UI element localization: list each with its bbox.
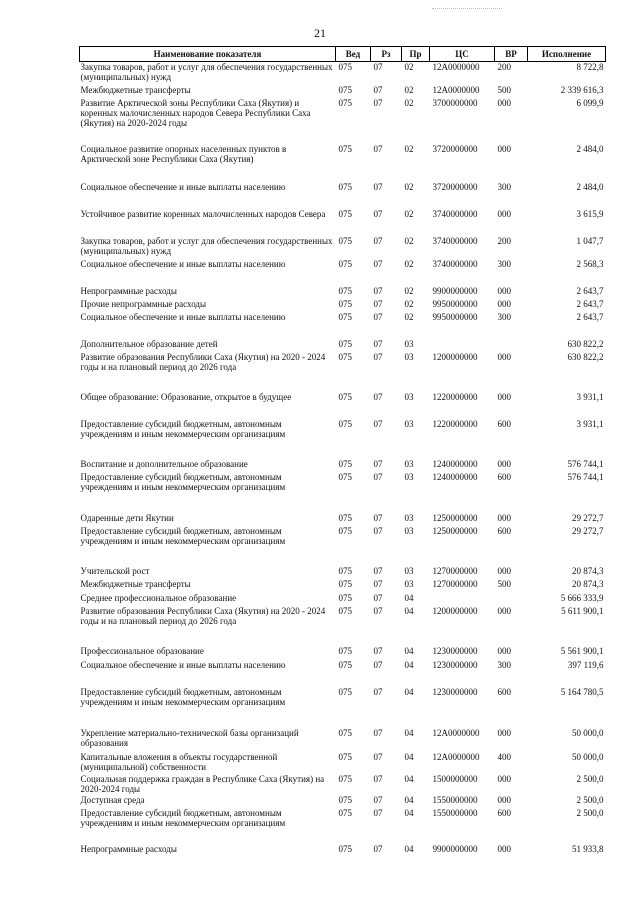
row-ved: 075: [338, 645, 352, 656]
row-name: Непрограммные расходы: [80, 285, 177, 296]
header-ved: Вед: [336, 47, 371, 62]
row-cs: 9900000000: [432, 843, 478, 854]
row-rz: 07: [373, 338, 383, 349]
row-vr: 000: [497, 458, 511, 469]
row-ved: 075: [338, 311, 352, 322]
row-exec: 630 822,2: [567, 338, 604, 349]
row-cs: 12А0000000: [432, 62, 480, 72]
row-exec: 630 822,2: [567, 351, 604, 362]
row-cs: 1270000000: [432, 565, 478, 576]
row-ved: 075: [338, 592, 352, 603]
row-vr: 300: [497, 258, 511, 269]
row-exec: 5 561 900,1: [560, 645, 604, 656]
row-vr: 000: [497, 143, 511, 154]
row-vr: 000: [497, 351, 511, 362]
row-vr: 600: [497, 686, 511, 697]
row-name: Учительской рост: [80, 565, 150, 576]
row-rz: 07: [373, 208, 383, 219]
row-ved: 075: [338, 351, 352, 362]
row-exec: 2 643,7: [576, 298, 604, 309]
table-row: [80, 728, 606, 752]
row-name: Среднее профессиональное образование: [80, 592, 237, 603]
row-pr: 03: [404, 458, 414, 469]
row-exec: 20 874,3: [572, 578, 604, 589]
row-exec: 2 643,7: [576, 285, 604, 296]
row-rz: 07: [373, 843, 383, 854]
row-exec: 3 931,1: [576, 391, 604, 402]
row-pr: 03: [404, 338, 414, 349]
row-ved: 075: [338, 605, 352, 616]
row-vr: 000: [497, 727, 511, 738]
row-cs: 9950000000: [432, 311, 478, 322]
row-exec: 51 933,8: [572, 843, 604, 854]
header-name: Наименование показателя: [80, 47, 336, 62]
row-cs: 9950000000: [432, 298, 478, 309]
row-rz: 07: [373, 686, 383, 697]
row-exec: 3 615,9: [576, 208, 604, 219]
row-exec: 2 484,0: [576, 181, 604, 192]
row-pr: 03: [404, 565, 414, 576]
table-row: [80, 660, 606, 687]
row-vr: 000: [497, 391, 511, 402]
row-vr: 000: [497, 97, 511, 108]
row-ved: 075: [338, 843, 352, 854]
row-exec: 50 000,0: [572, 751, 604, 762]
row-rz: 07: [373, 751, 383, 762]
row-vr: 200: [497, 235, 511, 246]
row-cs: 1240000000: [432, 458, 478, 469]
table-row: [80, 352, 606, 392]
row-cs: 1550000000: [432, 807, 478, 818]
row-pr: 04: [404, 807, 414, 818]
row-pr: 04: [404, 659, 414, 670]
row-name: Межбюджетные трансферты: [80, 578, 191, 589]
row-ved: 075: [338, 578, 352, 589]
row-exec: 576 744,1: [567, 471, 604, 482]
row-cs: 1250000000: [432, 512, 478, 523]
table-row: [80, 182, 606, 209]
row-exec: 2 568,3: [576, 258, 604, 269]
row-pr: 02: [404, 84, 414, 95]
row-rz: 07: [373, 311, 383, 322]
row-exec: 2 484,0: [576, 143, 604, 154]
row-pr: 03: [404, 512, 414, 523]
row-ved: 075: [338, 807, 352, 818]
row-name: Социальное обеспечение и иные выплаты населению: [80, 258, 286, 269]
table-row: [80, 144, 606, 182]
row-exec: 576 744,1: [567, 458, 604, 469]
row-rz: 07: [373, 458, 383, 469]
row-rz: 07: [373, 97, 383, 108]
row-ved: 075: [338, 285, 352, 296]
row-pr: 03: [404, 351, 414, 362]
row-ved: 075: [338, 258, 352, 269]
row-exec: 1 047,7: [576, 235, 604, 246]
row-vr: 300: [497, 181, 511, 192]
row-pr: 02: [404, 97, 414, 108]
row-name: Социальное развитие опорных населенных пунктов в Арктической зоне Республики Саха (Якутия): [80, 143, 287, 164]
header-pr: Пр: [402, 47, 430, 62]
row-cs: [430, 593, 495, 606]
row-rz: 07: [373, 181, 383, 192]
row-vr: 600: [497, 525, 511, 536]
row-name: Общее образование: Образование, открытое в будущее: [80, 391, 292, 402]
row-name: Доступная среда: [80, 794, 145, 805]
row-exec: 3 931,1: [576, 418, 604, 429]
row-pr: 04: [404, 592, 414, 603]
table-row: [80, 774, 606, 795]
table-row: [80, 593, 606, 606]
row-vr: [495, 339, 528, 352]
table-row: [80, 209, 606, 236]
row-cs: 1230000000: [432, 659, 478, 670]
table-row: [80, 98, 606, 144]
row-cs: 1270000000: [432, 578, 478, 589]
table-row: [80, 392, 606, 419]
table-row: [80, 312, 606, 339]
row-rz: 07: [373, 143, 383, 154]
row-ved: 075: [338, 512, 352, 523]
table-header-row: [80, 47, 606, 62]
row-rz: 07: [373, 773, 383, 784]
row-name: Развитие образования Республики Саха (Якутия) на 2020 - 2024 годы и на плановый период до 2026 года: [80, 351, 326, 372]
row-vr: 300: [497, 659, 511, 670]
row-rz: 07: [373, 645, 383, 656]
row-pr: 03: [404, 418, 414, 429]
row-rz: 07: [373, 351, 383, 362]
row-rz: 07: [373, 727, 383, 738]
row-cs: 1220000000: [432, 391, 478, 402]
table-row: [80, 286, 606, 299]
row-cs: 1220000000: [432, 418, 478, 429]
table-body: [80, 62, 606, 864]
row-cs: 1200000000: [432, 351, 478, 362]
row-pr: 04: [404, 645, 414, 656]
table-row: [80, 472, 606, 513]
row-vr: 600: [497, 807, 511, 818]
row-pr: 04: [404, 686, 414, 697]
row-pr: 02: [404, 285, 414, 296]
row-rz: 07: [373, 592, 383, 603]
row-pr: 04: [404, 727, 414, 738]
row-exec: 2 643,7: [576, 311, 604, 322]
table-row: [80, 459, 606, 472]
row-pr: 04: [404, 751, 414, 762]
header-cs: ЦС: [430, 47, 495, 62]
page-number: 21: [314, 26, 326, 40]
row-cs: 12А0000000: [432, 727, 480, 738]
budget-table: [79, 46, 606, 864]
row-vr: 500: [497, 84, 511, 95]
row-ved: 075: [338, 97, 352, 108]
row-vr: 400: [497, 751, 511, 762]
row-rz: 07: [373, 391, 383, 402]
row-pr: 02: [404, 311, 414, 322]
row-rz: 07: [373, 62, 383, 72]
row-pr: 03: [404, 525, 414, 536]
row-name: Предоставление субсидий бюджетным, автономным учреждениям и иным некоммерческим организациям: [80, 525, 286, 546]
row-exec: 397 119,6: [567, 659, 604, 670]
table-row: [80, 259, 606, 286]
row-ved: 075: [338, 565, 352, 576]
header-rz: Рз: [371, 47, 402, 62]
row-ved: 075: [338, 794, 352, 805]
row-rz: 07: [373, 235, 383, 246]
row-exec: 20 874,3: [572, 565, 604, 576]
row-ved: 075: [338, 525, 352, 536]
table-row: [80, 606, 606, 646]
table-row: [80, 579, 606, 593]
row-ved: 075: [338, 298, 352, 309]
row-name: Развитие Арктической зоны Республики Саха (Якутия) и коренных малочисленных народов Севера Республики Саха (Якутия) на 2020-2024 годы: [80, 97, 311, 128]
row-exec: 2 500,0: [576, 807, 604, 818]
table-row: [80, 513, 606, 526]
row-cs: 1230000000: [432, 686, 478, 697]
row-cs: 9900000000: [432, 285, 478, 296]
row-vr: 500: [497, 578, 511, 589]
row-exec: 5 611 900,1: [561, 605, 604, 616]
table-row: [80, 85, 606, 98]
table-row: [80, 339, 606, 352]
row-rz: 07: [373, 659, 383, 670]
row-name: Межбюджетные трансферты: [80, 84, 191, 95]
row-pr: 03: [404, 391, 414, 402]
row-exec: 6 099,9: [576, 97, 604, 108]
row-cs: 3720000000: [432, 181, 478, 192]
row-ved: 075: [338, 235, 352, 246]
row-vr: 000: [497, 208, 511, 219]
row-pr: 03: [404, 578, 414, 589]
row-ved: 075: [338, 143, 352, 154]
row-name: Прочие непрограммные расходы: [80, 298, 207, 309]
table-row: [80, 526, 606, 566]
row-vr: 000: [497, 512, 511, 523]
row-rz: 07: [373, 258, 383, 269]
row-name: Предоставление субсидий бюджетным, автономным учреждениям и иным некоммерческим организациям: [80, 471, 286, 492]
row-exec: 2 339 616,3: [560, 84, 604, 95]
row-cs: 1200000000: [432, 605, 478, 616]
row-name: Закупка товаров, работ и услуг для обеспечения государственных (муниципальных) нужд: [80, 235, 333, 256]
row-pr: 02: [404, 143, 414, 154]
header-exec: Исполнение: [528, 47, 606, 62]
row-rz: 07: [373, 605, 383, 616]
row-exec: 29 272,7: [572, 512, 604, 523]
row-vr: 600: [497, 418, 511, 429]
row-name: Воспитание и дополнительное образование: [80, 458, 248, 469]
row-pr: 02: [404, 62, 414, 72]
row-cs: 3700000000: [432, 97, 478, 108]
row-rz: 07: [373, 298, 383, 309]
row-cs: 1500000000: [432, 773, 478, 784]
table-row: [80, 795, 606, 808]
row-exec: 8 722,8: [576, 62, 604, 72]
row-rz: 07: [373, 84, 383, 95]
row-ved: 075: [338, 659, 352, 670]
row-vr: 000: [497, 285, 511, 296]
row-vr: 000: [497, 298, 511, 309]
row-ved: 075: [338, 62, 352, 72]
row-vr: 000: [497, 843, 511, 854]
row-cs: [430, 339, 495, 352]
row-vr: 000: [497, 773, 511, 784]
row-ved: 075: [338, 391, 352, 402]
row-pr: 02: [404, 298, 414, 309]
row-name: Дополнительное образование детей: [80, 338, 218, 349]
row-pr: 04: [404, 794, 414, 805]
row-ved: 075: [338, 686, 352, 697]
row-ved: 075: [338, 773, 352, 784]
row-vr: 000: [497, 605, 511, 616]
row-name: Одаренные дети Якутии: [80, 512, 174, 523]
table-row: [80, 419, 606, 459]
row-name: Социальное обеспечение и иные выплаты населению: [80, 311, 286, 322]
table-row: [80, 236, 606, 259]
table-row: [80, 62, 606, 85]
row-vr: 200: [497, 62, 511, 72]
row-name: Профессиональное образование: [80, 645, 204, 656]
row-cs: 1550000000: [432, 794, 478, 805]
row-pr: 02: [404, 208, 414, 219]
row-vr: 600: [497, 471, 511, 482]
row-name: Социальное обеспечение и иные выплаты населению: [80, 181, 286, 192]
row-pr: 04: [404, 773, 414, 784]
row-exec: 5 164 780,5: [560, 686, 604, 697]
row-name: Предоставление субсидий бюджетным, автономным учреждениям и иным некоммерческим организациям: [80, 807, 286, 828]
row-rz: 07: [373, 418, 383, 429]
row-vr: 000: [497, 565, 511, 576]
row-exec: 29 272,7: [572, 525, 604, 536]
row-name: Закупка товаров, работ и услуг для обеспечения государственных (муниципальных) нужд: [80, 62, 333, 82]
row-ved: 075: [338, 458, 352, 469]
row-ved: 075: [338, 181, 352, 192]
row-name: Предоставление субсидий бюджетным, автономным учреждениям и иным некоммерческим организациям: [80, 418, 286, 439]
row-vr: 300: [497, 311, 511, 322]
row-ved: 075: [338, 751, 352, 762]
table-row: [80, 299, 606, 312]
scan-artifact: [432, 8, 502, 11]
row-exec: 2 500,0: [576, 773, 604, 784]
row-cs: 3740000000: [432, 235, 478, 246]
row-name: Предоставление субсидий бюджетным, автономным учреждениям и иным некоммерческим организациям: [80, 686, 286, 707]
table-row: [80, 566, 606, 579]
row-name: Непрограммные расходы: [80, 843, 177, 854]
row-cs: 12А0000000: [432, 84, 480, 95]
table-row: [80, 808, 606, 844]
table-row: [80, 844, 606, 864]
row-exec: 50 000,0: [572, 727, 604, 738]
row-pr: 03: [404, 471, 414, 482]
row-rz: 07: [373, 565, 383, 576]
row-ved: 075: [338, 471, 352, 482]
row-cs: 3740000000: [432, 258, 478, 269]
table-row: [80, 752, 606, 774]
header-vr: ВР: [495, 47, 528, 62]
row-name: Укрепление материально-технической базы организаций образования: [80, 727, 299, 748]
row-ved: 075: [338, 727, 352, 738]
row-rz: 07: [373, 794, 383, 805]
row-cs: 1250000000: [432, 525, 478, 536]
table-row: [80, 687, 606, 728]
row-ved: 075: [338, 338, 352, 349]
row-cs: 1240000000: [432, 471, 478, 482]
row-cs: 3720000000: [432, 143, 478, 154]
row-rz: 07: [373, 807, 383, 818]
row-rz: 07: [373, 525, 383, 536]
row-ved: 075: [338, 84, 352, 95]
row-pr: 04: [404, 843, 414, 854]
row-name: Развитие образования Республики Саха (Якутия) на 2020 - 2024 годы и на плановый период до 2026 года: [80, 605, 326, 626]
row-pr: 02: [404, 181, 414, 192]
row-name: Устойчивое развитие коренных малочисленных народов Севера: [80, 208, 326, 219]
row-cs: 12А0000000: [432, 751, 480, 762]
row-cs: 1230000000: [432, 645, 478, 656]
row-exec: 5 666 333,9: [560, 592, 604, 603]
row-vr: 000: [497, 794, 511, 805]
row-exec: 2 500,0: [576, 794, 604, 805]
row-pr: 02: [404, 258, 414, 269]
row-pr: 02: [404, 235, 414, 246]
row-vr: [495, 593, 528, 606]
row-ved: 075: [338, 418, 352, 429]
row-ved: 075: [338, 208, 352, 219]
row-name: Социальная поддержка граждан в Республике Саха (Якутия) на 2020-2024 годы: [80, 773, 325, 794]
row-vr: 000: [497, 645, 511, 656]
row-pr: 04: [404, 605, 414, 616]
table-row: [80, 646, 606, 660]
row-rz: 07: [373, 512, 383, 523]
row-name: Социальное обеспечение и иные выплаты населению: [80, 659, 286, 670]
row-cs: 3740000000: [432, 208, 478, 219]
row-rz: 07: [373, 471, 383, 482]
row-rz: 07: [373, 578, 383, 589]
row-rz: 07: [373, 285, 383, 296]
row-name: Капитальные вложения в объекты государственной (муниципальной) собственности: [80, 751, 278, 772]
